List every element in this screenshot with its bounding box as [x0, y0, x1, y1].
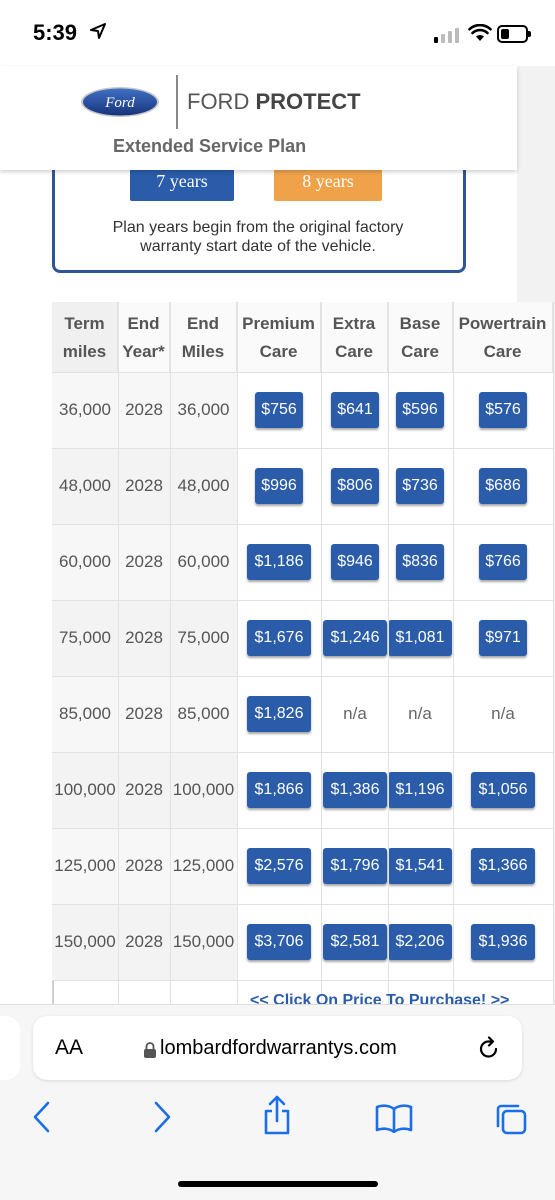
price-button[interactable]: $686 — [479, 468, 527, 504]
cell-miles: 36,000 — [177, 400, 230, 419]
column-header-powertrain-care — [453, 302, 553, 372]
aa-label: AA — [55, 1036, 84, 1059]
column-header-line: Powertrain — [458, 314, 547, 333]
price-button[interactable]: $1,676 — [247, 620, 311, 656]
column-header-premium-care — [237, 302, 321, 372]
price-unavailable: n/a — [343, 704, 367, 723]
price-button[interactable]: $1,541 — [388, 848, 452, 884]
price-button[interactable]: $576 — [479, 392, 527, 428]
cell-year: 2028 — [125, 704, 163, 723]
brand-name — [187, 89, 361, 115]
cell-miles: 48,000 — [177, 476, 230, 495]
price-button[interactable]: $736 — [396, 468, 444, 504]
price-button[interactable]: $641 — [331, 392, 379, 428]
column-header-line: miles — [62, 342, 107, 361]
brand-tagline: Extended Service Plan — [113, 136, 307, 156]
column-header-line: Extra — [332, 314, 376, 333]
cell-year: 2028 — [125, 476, 163, 495]
column-header-line: Care — [335, 342, 373, 361]
share-icon[interactable] — [262, 1094, 292, 1136]
price-button[interactable]: $996 — [255, 468, 303, 504]
price-button[interactable]: $2,206 — [388, 924, 452, 960]
cell-term: 85,000 — [59, 704, 111, 723]
column-header-line: Year* — [122, 342, 165, 361]
cell-term: 75,000 — [59, 628, 111, 647]
brand-name-bold: PROTECT — [255, 89, 361, 114]
price-button[interactable]: $2,576 — [247, 848, 311, 884]
price-unavailable: n/a — [408, 704, 432, 723]
price-button[interactable]: $3,706 — [247, 924, 311, 960]
cell-year: 2028 — [125, 780, 163, 799]
column-header-term-miles — [52, 302, 118, 372]
lock-icon — [143, 1041, 157, 1059]
price-button[interactable]: $1,866 — [247, 772, 311, 808]
column-header-extra-care — [321, 302, 388, 372]
price-button[interactable]: $766 — [479, 544, 527, 580]
brand-name-light: FORD — [187, 89, 250, 114]
price-button[interactable]: $971 — [479, 620, 527, 656]
cell-term: 100,000 — [54, 780, 116, 799]
price-button[interactable]: $1,386 — [323, 772, 387, 808]
column-header-line: Term — [64, 314, 105, 333]
cell-term: 60,000 — [59, 552, 111, 571]
url-text[interactable]: lombardfordwarrantys.com — [160, 1037, 397, 1059]
ford-logo[interactable] — [80, 86, 160, 118]
cell-year: 2028 — [125, 856, 163, 875]
price-button[interactable]: $806 — [331, 468, 379, 504]
price-button[interactable]: $836 — [396, 544, 444, 580]
column-header-end-miles — [170, 302, 237, 372]
cell-miles: 85,000 — [177, 704, 230, 723]
price-button[interactable]: $2,581 — [323, 924, 387, 960]
cell-year: 2028 — [125, 932, 163, 951]
seven-years-button[interactable]: 7 years — [130, 164, 234, 201]
price-button[interactable]: $1,056 — [471, 772, 535, 808]
cell-miles: 125,000 — [172, 856, 235, 875]
price-button[interactable]: $1,081 — [388, 620, 452, 656]
price-button[interactable]: $946 — [331, 544, 379, 580]
bookmarks-icon[interactable] — [374, 1103, 414, 1133]
price-button[interactable]: $1,796 — [323, 848, 387, 884]
back-icon[interactable] — [30, 1100, 54, 1134]
price-button[interactable]: $756 — [255, 392, 303, 428]
reader-options-button[interactable] — [55, 1036, 83, 1060]
forward-icon[interactable] — [150, 1100, 174, 1134]
tabs-icon[interactable] — [494, 1102, 528, 1136]
battery-icon — [497, 25, 528, 43]
plan-note — [60, 218, 456, 256]
column-header-line: Miles — [181, 342, 225, 361]
cell-term: 125,000 — [54, 856, 116, 875]
cell-miles: 150,000 — [172, 932, 235, 951]
price-button[interactable]: $1,246 — [323, 620, 387, 656]
plan-note-line-2: warranty start date of the vehicle. — [140, 238, 376, 255]
wifi-icon — [468, 24, 492, 42]
previous-tab-preview[interactable] — [0, 1016, 20, 1080]
column-header-line: Care — [483, 342, 522, 361]
price-button[interactable]: $1,196 — [388, 772, 452, 808]
cell-miles: 60,000 — [177, 552, 230, 571]
cell-year: 2028 — [125, 628, 163, 647]
home-indicator — [178, 1181, 378, 1187]
brand-divider — [176, 75, 178, 129]
column-header-line: Base — [399, 314, 441, 333]
price-button[interactable]: $596 — [396, 392, 444, 428]
cell-miles: 75,000 — [177, 628, 230, 647]
column-header-line: End — [186, 314, 220, 333]
plan-note-line-1: Plan years begin from the original factory — [112, 219, 404, 236]
column-header-base-care — [388, 302, 453, 372]
cell-term: 48,000 — [59, 476, 111, 495]
cell-year: 2028 — [125, 552, 163, 571]
price-button[interactable]: $1,936 — [471, 924, 535, 960]
status-bar — [0, 0, 555, 66]
signal-icon — [434, 27, 462, 43]
column-header-line: Premium — [242, 314, 315, 333]
price-button[interactable]: $1,186 — [247, 544, 311, 580]
price-unavailable: n/a — [491, 704, 515, 723]
svg-text:Ford: Ford — [105, 95, 135, 111]
price-button[interactable]: $1,366 — [471, 848, 535, 884]
cell-year: 2028 — [125, 400, 163, 419]
reload-icon[interactable] — [478, 1036, 500, 1060]
column-header-line: Care — [259, 342, 298, 361]
column-header-end-year — [118, 302, 170, 372]
column-header-line: End — [127, 314, 160, 333]
purchase-hint-link[interactable]: << Click On Price To Purchase! >> — [250, 992, 510, 1004]
location-arrow-icon — [90, 23, 106, 39]
column-header-line: Care — [401, 342, 439, 361]
status-time: 5:39 — [33, 20, 78, 45]
cell-miles: 100,000 — [172, 780, 235, 799]
price-button[interactable]: $1,826 — [247, 696, 311, 732]
cell-term: 36,000 — [59, 400, 111, 419]
eight-years-button[interactable]: 8 years — [274, 164, 382, 201]
cell-term: 150,000 — [54, 932, 116, 951]
